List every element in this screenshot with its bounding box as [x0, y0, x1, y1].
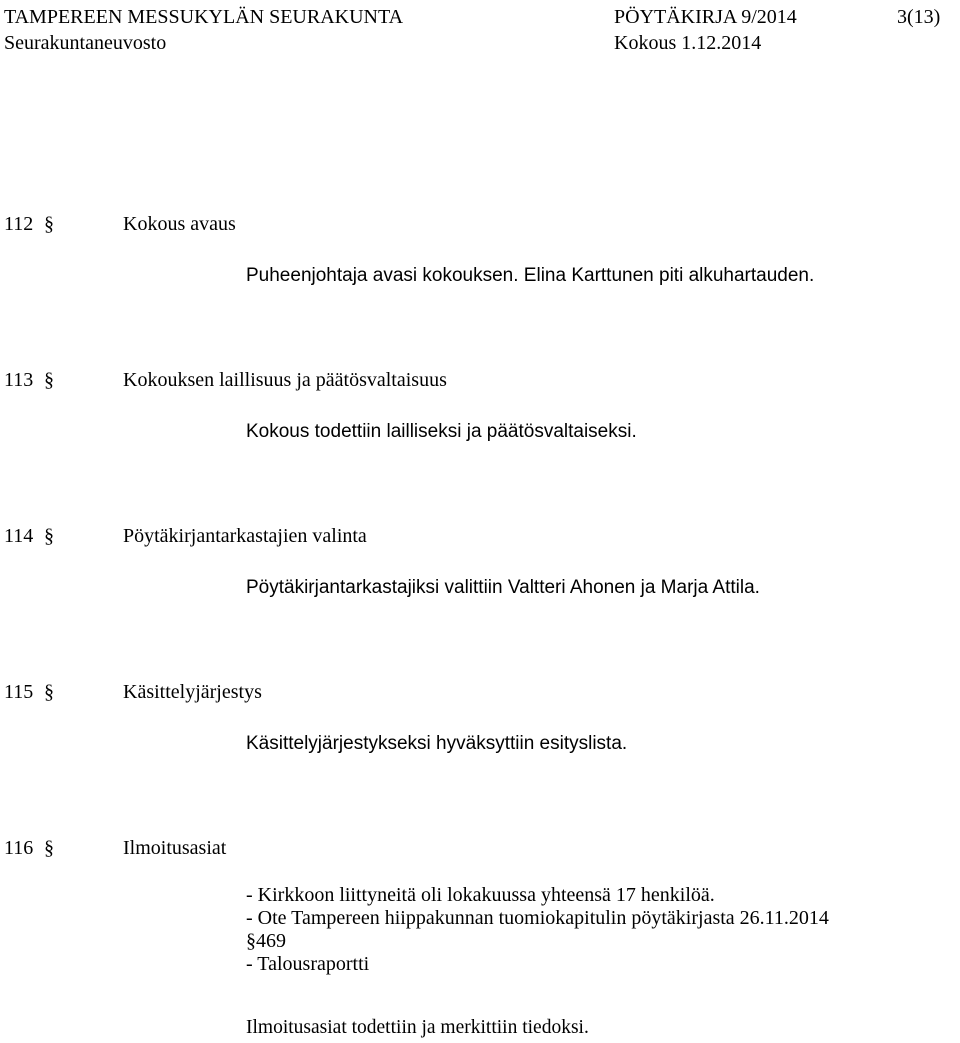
section-text: Käsittelyjärjestykseksi hyväksyttiin esityslista. — [246, 733, 628, 754]
organization-name: TAMPEREEN MESSUKYLÄN SEURAKUNTA — [4, 6, 404, 28]
section-mark: § — [44, 525, 54, 547]
section-number: 116 — [4, 837, 34, 859]
section-title: Ilmoitusasiat — [123, 837, 227, 859]
section-mark: § — [44, 369, 54, 391]
section-number: 113 — [4, 369, 34, 391]
meeting-date: Kokous 1.12.2014 — [614, 32, 762, 54]
section-number: 112 — [4, 213, 34, 235]
section-mark: § — [44, 213, 54, 235]
section-text: Puheenjohtaja avasi kokouksen. Elina Karttunen piti alkuhartauden. — [246, 265, 815, 286]
section-text: Ilmoitusasiat todettiin ja merkittiin tiedoksi. — [246, 1017, 589, 1038]
list-item: - Kirkkoon liittyneitä oli lokakuussa yhteensä 17 henkilöä. — [246, 884, 715, 906]
list-item: §469 — [246, 930, 286, 952]
list-item: - Talousraportti — [246, 953, 370, 975]
section-title: Kokouksen laillisuus ja päätösvaltaisuus — [123, 369, 447, 391]
section-mark: § — [44, 837, 54, 859]
announcement-list — [246, 884, 829, 976]
section-title: Kokous avaus — [123, 213, 236, 235]
section-title: Käsittelyjärjestys — [123, 681, 262, 703]
section-title: Pöytäkirjantarkastajien valinta — [123, 525, 367, 547]
section-number: 114 — [4, 525, 34, 547]
section-text: Pöytäkirjantarkastajiksi valittiin Valtteri Ahonen ja Marja Attila. — [246, 577, 760, 598]
section-mark: § — [44, 681, 54, 703]
list-item: - Ote Tampereen hiippakunnan tuomiokapitulin pöytäkirjasta 26.11.2014 — [246, 907, 829, 929]
section-number: 115 — [4, 681, 34, 703]
page-number: 3(13) — [897, 6, 941, 28]
governing-body: Seurakuntaneuvosto — [4, 32, 167, 54]
section-text: Kokous todettiin lailliseksi ja päätösvaltaiseksi. — [246, 421, 637, 442]
document-title: PÖYTÄKIRJA 9/2014 — [614, 6, 797, 28]
